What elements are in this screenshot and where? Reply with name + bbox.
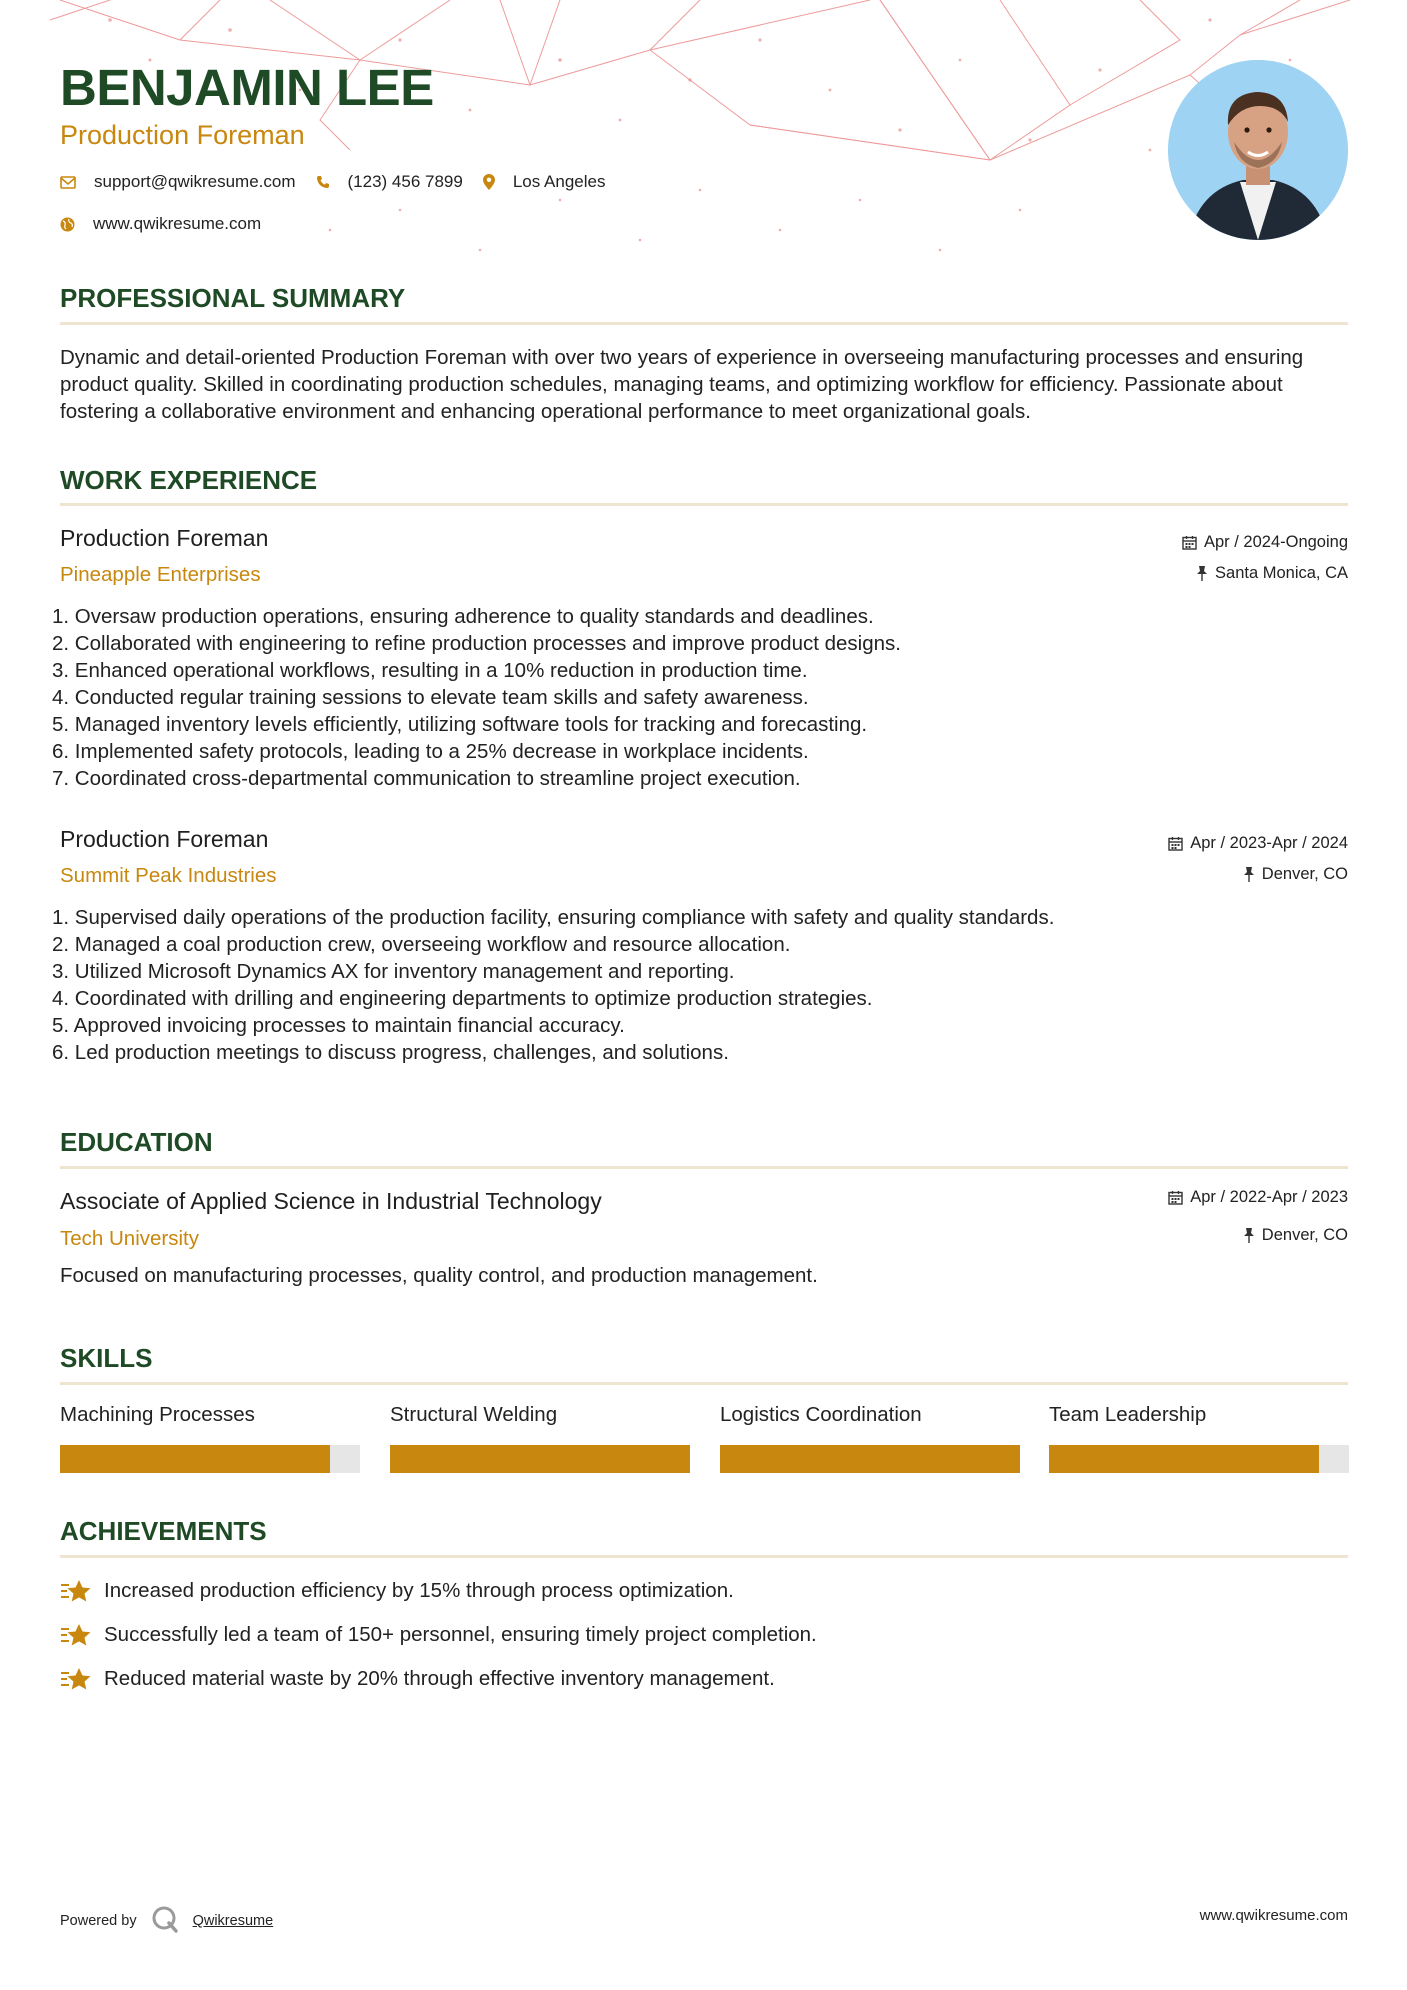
job-location-text: Denver, CO xyxy=(1261,865,1348,883)
achievements-divider xyxy=(60,1555,1348,1558)
degree-title: Associate of Applied Science in Industrial Technology xyxy=(60,1188,602,1214)
education-heading: EDUCATION xyxy=(60,1127,213,1157)
school-name: Tech University xyxy=(60,1227,199,1250)
skill-item xyxy=(1049,1403,1349,1427)
pushpin-icon xyxy=(1243,1228,1255,1243)
star-badge-icon xyxy=(60,1666,92,1692)
education-location xyxy=(1243,1226,1348,1245)
job-title: Production Foreman xyxy=(60,525,269,551)
phone-text: (123) 456 7899 xyxy=(347,172,463,191)
qwikresume-logo-icon xyxy=(151,1905,179,1937)
globe-icon xyxy=(60,217,75,232)
education-location-text: Denver, CO xyxy=(1261,1226,1348,1244)
experience-divider xyxy=(60,503,1348,506)
skill-bar xyxy=(390,1445,690,1473)
achievement-text: Reduced material waste by 20% through effective inventory management. xyxy=(104,1667,775,1690)
skill-bar xyxy=(720,1445,1020,1473)
education-dates-text: Apr / 2022-Apr / 2023 xyxy=(1190,1188,1348,1206)
qwikresume-link[interactable]: Qwikresume xyxy=(192,1913,274,1929)
skill-bar-fill xyxy=(60,1445,330,1473)
summary-heading: PROFESSIONAL SUMMARY xyxy=(60,283,406,313)
calendar-icon xyxy=(1182,535,1197,550)
skill-item xyxy=(390,1403,690,1427)
list-item: 2. Managed a coal production crew, overseeing workflow and resource allocation. xyxy=(52,933,791,956)
list-item: 1. Oversaw production operations, ensuring adherence to quality standards and deadlines. xyxy=(52,605,874,628)
skill-label: Logistics Coordination xyxy=(720,1403,922,1426)
job-title: Production Foreman xyxy=(60,826,269,852)
skill-item xyxy=(720,1403,1020,1427)
skill-label: Structural Welding xyxy=(390,1403,558,1426)
job-dates-text: Apr / 2024-Ongoing xyxy=(1203,533,1348,551)
phone-icon xyxy=(316,175,330,189)
candidate-name: BENJAMIN LEE xyxy=(60,59,434,116)
powered-by-label: Powered by xyxy=(60,1913,137,1929)
skill-label: Machining Processes xyxy=(60,1403,255,1426)
achievements-heading: ACHIEVEMENTS xyxy=(60,1516,267,1546)
skills-divider xyxy=(60,1382,1348,1385)
list-item: 6. Implemented safety protocols, leading to a 25% decrease in workplace incidents. xyxy=(52,740,809,763)
skill-bar xyxy=(60,1445,360,1473)
location-text: Los Angeles xyxy=(512,172,606,191)
profile-photo xyxy=(1168,60,1348,240)
footer-url[interactable]: www.qwikresume.com xyxy=(1199,1907,1348,1924)
website-text: www.qwikresume.com xyxy=(93,214,262,233)
achievement-item xyxy=(60,1666,775,1692)
pushpin-icon xyxy=(1243,867,1255,882)
location-item xyxy=(483,172,606,192)
education-dates xyxy=(1168,1188,1348,1207)
experience-heading: WORK EXPERIENCE xyxy=(60,465,318,495)
summary-divider xyxy=(60,322,1348,325)
phone-item[interactable] xyxy=(316,172,463,192)
candidate-title: Production Foreman xyxy=(60,120,305,150)
contact-row-2 xyxy=(60,214,281,234)
achievement-item xyxy=(60,1578,734,1604)
list-item: 5. Approved invoicing processes to maintain financial accuracy. xyxy=(52,1014,625,1037)
summary-text: Dynamic and detail-oriented Production Foreman with over two years of experience in overseeing manufacturing processes and ensuring product quality. Skilled in coordinating production schedules, managing teams, and optimizing workflow for efficiency. Passionate about fostering a collaborative environment and enhancing operational performance to meet organizational goals. xyxy=(60,346,1304,423)
star-badge-icon xyxy=(60,1622,92,1648)
education-description: Focused on manufacturing processes, quality control, and production management. xyxy=(60,1264,818,1287)
job-dates xyxy=(1182,533,1348,552)
job-company: Pineapple Enterprises xyxy=(60,563,261,586)
calendar-icon xyxy=(1168,1190,1183,1205)
education-divider xyxy=(60,1166,1348,1169)
list-item: 6. Led production meetings to discuss progress, challenges, and solutions. xyxy=(52,1041,729,1064)
pushpin-icon xyxy=(1196,566,1208,581)
job-bullets xyxy=(52,904,1054,1066)
job-location xyxy=(1196,564,1348,583)
map-pin-icon xyxy=(483,174,495,190)
skill-bar-fill xyxy=(720,1445,1020,1473)
email-text: support@qwikresume.com xyxy=(94,172,296,191)
job-dates-text: Apr / 2023-Apr / 2024 xyxy=(1190,834,1348,852)
list-item: 5. Managed inventory levels efficiently, utilizing software tools for tracking and forecasting. xyxy=(52,713,868,736)
skill-bar-fill xyxy=(390,1445,690,1473)
calendar-icon xyxy=(1168,836,1183,851)
list-item: 7. Coordinated cross-departmental communication to streamline project execution. xyxy=(52,767,801,790)
list-item: 3. Utilized Microsoft Dynamics AX for inventory management and reporting. xyxy=(52,960,735,983)
list-item: 2. Collaborated with engineering to refine production processes and improve product designs. xyxy=(52,632,901,655)
achievement-item xyxy=(60,1622,817,1648)
footer-powered-by xyxy=(60,1905,273,1937)
achievement-text: Increased production efficiency by 15% through process optimization. xyxy=(104,1579,734,1602)
skill-bar-fill xyxy=(1049,1445,1319,1473)
skill-bar xyxy=(1049,1445,1349,1473)
job-bullets xyxy=(52,603,901,792)
job-dates xyxy=(1168,834,1348,853)
skill-item xyxy=(60,1403,360,1427)
achievement-text: Successfully led a team of 150+ personnel, ensuring timely project completion. xyxy=(104,1623,817,1646)
list-item: 4. Coordinated with drilling and engineering departments to optimize production strategies. xyxy=(52,987,873,1010)
star-badge-icon xyxy=(60,1578,92,1604)
job-location xyxy=(1243,865,1348,884)
website-item[interactable] xyxy=(60,214,261,234)
skills-heading: SKILLS xyxy=(60,1343,153,1373)
contact-row-1 xyxy=(60,172,625,192)
job-location-text: Santa Monica, CA xyxy=(1215,564,1348,582)
skill-label: Team Leadership xyxy=(1049,1403,1207,1426)
list-item: 4. Conducted regular training sessions to elevate team skills and safety awareness. xyxy=(52,686,809,709)
email-item[interactable] xyxy=(60,172,296,192)
job-company: Summit Peak Industries xyxy=(60,864,277,887)
list-item: 3. Enhanced operational workflows, resulting in a 10% reduction in production time. xyxy=(52,659,808,682)
list-item: 1. Supervised daily operations of the production facility, ensuring compliance with safety and quality standards. xyxy=(52,906,1055,929)
envelope-icon xyxy=(60,176,76,189)
